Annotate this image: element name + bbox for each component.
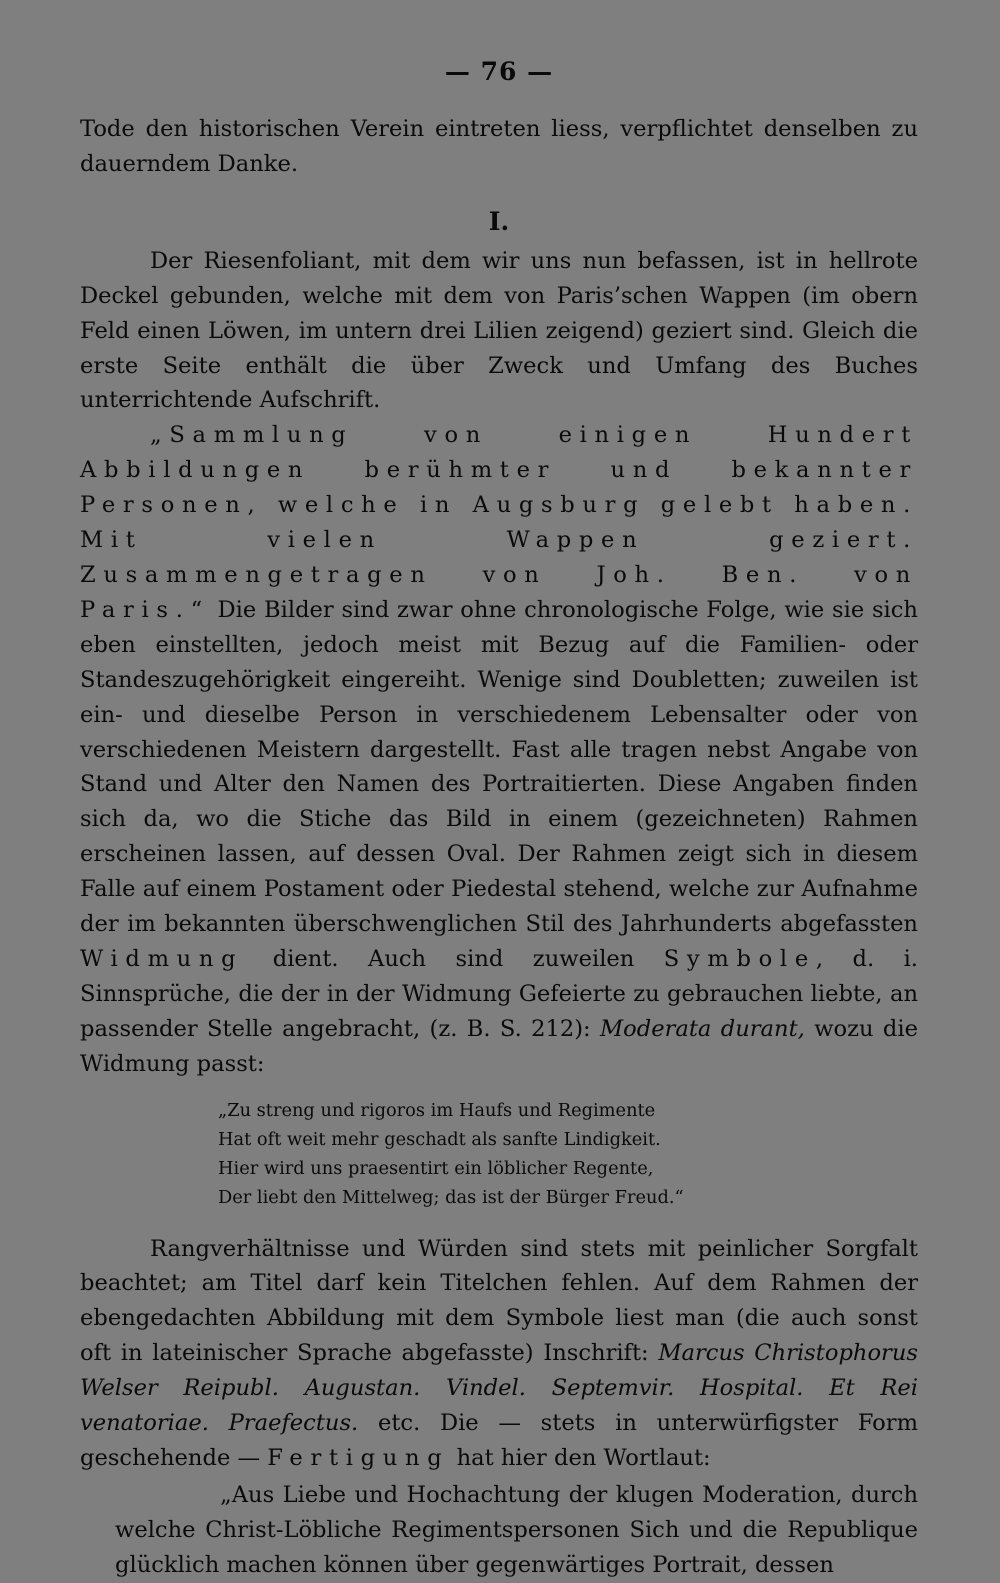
verse-line: Hier wird uns praesentirt ein löblicher Regente, — [218, 1157, 654, 1179]
paragraph-4: „Aus Liebe und Hochachtung der klugen Moderation, durch welche Christ-Löbliche Regimentspersonen Sich und die Republique glücklich machen können über gegenwärtiges Portrait, dessen — [115, 1481, 918, 1578]
paragraph-2-text-a: Die Bilder sind zwar ohne chronologische Folge, wie sie sich eben einstellten, jedoch meist mit Bezug auf die Familien- oder Standeszugehörigkeit eingereiht. Wenige sind Doubletten; zuweilen ist ein- und dieselbe Person in verschiedenem Lebensalter oder von verschiedenen Meistern dargestellt. Fast alle tragen nebst Angabe von Stand und Alter den Namen des Portraitierten. Diese Angaben finden sich da, wo die Stiche das Bild in einem (gezeichneten) Rahmen erscheinen lassen, auf dessen Oval. Der Rahmen zeigt sich in diesem Falle auf einem Postament oder Piedestal stehend, welche zur Aufnahme der im bekannten überschwenglichen Stil des Jahrhunderts abgefassten — [80, 596, 918, 938]
latin-inscription: Marcus Christophorus Welser Reipubl. Augustan. Vindel. Septemvir. Hospital. Et Rei venatoriae. Praefectus. — [80, 1340, 919, 1437]
section-heading: I. — [488, 206, 510, 236]
paragraph-2-text-c: , d. i. Sinnsprüche, die der in der Widmung Gefeierte zu gebrauchen liebte, an passender Stelle angebracht, (z. B. S. 212): — [80, 945, 918, 1042]
paragraph-2 — [80, 418, 918, 1081]
paragraph-3-text-b: etc. Die — stets in unterwürfigster Form geschehende — — [80, 1410, 918, 1471]
title-quote: „Sammlung von einigen Hundert Abbildungen berühmter und bekannter Personen, welche in Augsburg gelebt haben. Mit vielen Wappen geziert. Zusammengetragen von Joh. Ben. von Paris.“ — [80, 422, 918, 623]
paragraph-3-text-a: Rangverhältnisse und Würden sind stets mit peinlicher Sorgfalt beachtet; am Titel darf kein Titelchen fehlen. Auf dem Rahmen der ebengedachten Abbildung mit dem Symbole liest man (die auch sonst oft in lateinischer Sprache abgefasste) Inschrift: — [80, 1235, 918, 1367]
paragraph-1: Der Riesenfoliant, mit dem wir uns nun befassen, ist in hellrote Deckel gebunden, welche mit dem von Paris’schen Wappen (im obern Feld einen Löwen, im untern drei Lilien zeigend) geziert sind. Gleich die erste Seite enthält die über Zweck und Umfang des Buches unterrichtende Aufschrift. — [80, 247, 918, 414]
motto: Moderata durant, — [600, 1015, 805, 1042]
paragraph-3-text-c: hat hier den Wortlaut: — [449, 1445, 711, 1471]
spaced-word-widmung: Widmung — [80, 945, 244, 972]
spaced-word-symbole: Symbole — [663, 945, 816, 972]
document-page — [80, 52, 918, 1583]
verse-line: Der liebt den Mittelweg; das ist der Bürger Freud.“ — [218, 1186, 684, 1208]
paragraph-2-text-b: dient. Auch sind zuweilen — [243, 945, 664, 972]
paragraph-3 — [80, 1232, 918, 1476]
page-number: — 76 — — [444, 57, 554, 86]
spaced-word-fertigung: Fertigung — [267, 1445, 450, 1471]
verse-block — [218, 1096, 918, 1212]
verse-line: Hat oft weit mehr geschadt als sanfte Lindigkeit. — [218, 1128, 661, 1150]
intro-paragraph: Tode den historischen Verein eintreten liess, verpflichtet denselben zu dauerndem Danke. — [80, 116, 918, 177]
paragraph-2-text-d: wozu die Widmung passt: — [80, 1015, 918, 1077]
verse-line: „Zu streng und rigoros im Haufs und Regimente — [218, 1099, 656, 1121]
